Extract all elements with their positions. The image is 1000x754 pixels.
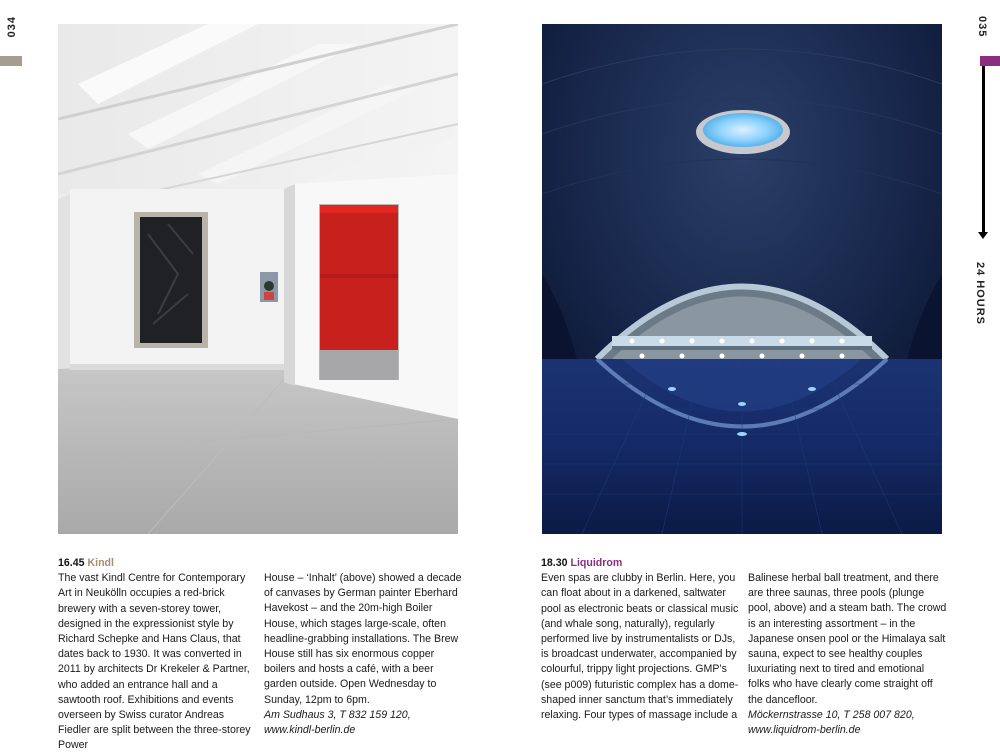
liquidrom-column-2 — [748, 571, 948, 738]
section-label: 24 HOURS — [974, 262, 986, 326]
section-progress-arrow-icon — [978, 232, 988, 239]
liquidrom-pool-photo — [542, 24, 942, 534]
kindl-entry — [58, 556, 468, 752]
kindl-body-col1: The vast Kindl Centre for Contemporary Art in Neukölln occupies a red-brick brewery with a seven-storey tower, designed in the expressionist style by Richard Schepke and Hans Claus, that dates back to 1930. It was converted in 2011 by architects Dr Krekeler & Partner, who added an entrance hall and a sawtooth roof. Exhibitions and events overseen by Swiss curator Andreas Fiedler are split between the three-storey Power — [58, 572, 251, 752]
page-number-left: 034 — [6, 16, 18, 38]
kindl-address: Am Sudhaus 3, T 832 159 120, — [264, 708, 411, 721]
liquidrom-pool-illustration — [542, 24, 942, 534]
section-progress-line — [982, 66, 985, 236]
kindl-body-col2: House – ‘Inhalt’ (above) showed a decade of canvases by German painter Eberhard Havekost – and the 20m-high Boiler House, which stages large-scale, often headline-grabbing installations. The Brew House still has six enormous copper boilers and hosts a café, with a beer garden outside. Open Wednesday to Sunday, 12pm to 6pm. — [264, 572, 462, 706]
liquidrom-body-col2: Balinese herbal ball treatment, and there are three saunas, three pools (plunge pool, above) and a steam bath. The crowd is an interesting assortment – in the Japanese onsen pool or the Himalaya salt sauna, expect to see healthy couples luxuriating next to tired and emotional folks who have clearly come straight off the dancefloor. — [748, 572, 947, 706]
section-tab-left — [0, 56, 22, 66]
section-tab-right — [980, 56, 1000, 66]
kindl-time: 16.45 — [58, 557, 85, 569]
kindl-venue-name: Kindl — [87, 557, 114, 569]
kindl-column-1 — [58, 556, 254, 754]
kindl-gallery-illustration — [58, 24, 458, 534]
liquidrom-heading — [541, 556, 741, 571]
liquidrom-column-1 — [541, 556, 741, 723]
kindl-heading — [58, 556, 254, 571]
liquidrom-entry — [541, 556, 951, 737]
kindl-gallery-photo — [58, 24, 458, 534]
page-number-right: 035 — [976, 16, 988, 38]
liquidrom-time: 18.30 — [541, 557, 568, 569]
liquidrom-body-col1: Even spas are clubby in Berlin. Here, you can float about in a darkened, saltwater pool as electronic beats or classical music (and whale song, naturally), regularly performed live by instrumentalists or DJs, is broadcast underwater, accompanied by colourful, trippy light projections. GMP’s (see p009) futuristic complex has a dome-shaped inner sanctum that’s immediately relaxing. Four types of massage include a — [541, 572, 739, 722]
liquidrom-website-link[interactable]: www.liquidrom-berlin.de — [748, 724, 861, 737]
liquidrom-address: Möckernstrasse 10, T 258 007 820, — [748, 708, 915, 721]
kindl-column-2 — [264, 571, 464, 738]
kindl-website-link[interactable]: www.kindl-berlin.de — [264, 724, 356, 737]
liquidrom-venue-name: Liquidrom — [570, 557, 623, 569]
